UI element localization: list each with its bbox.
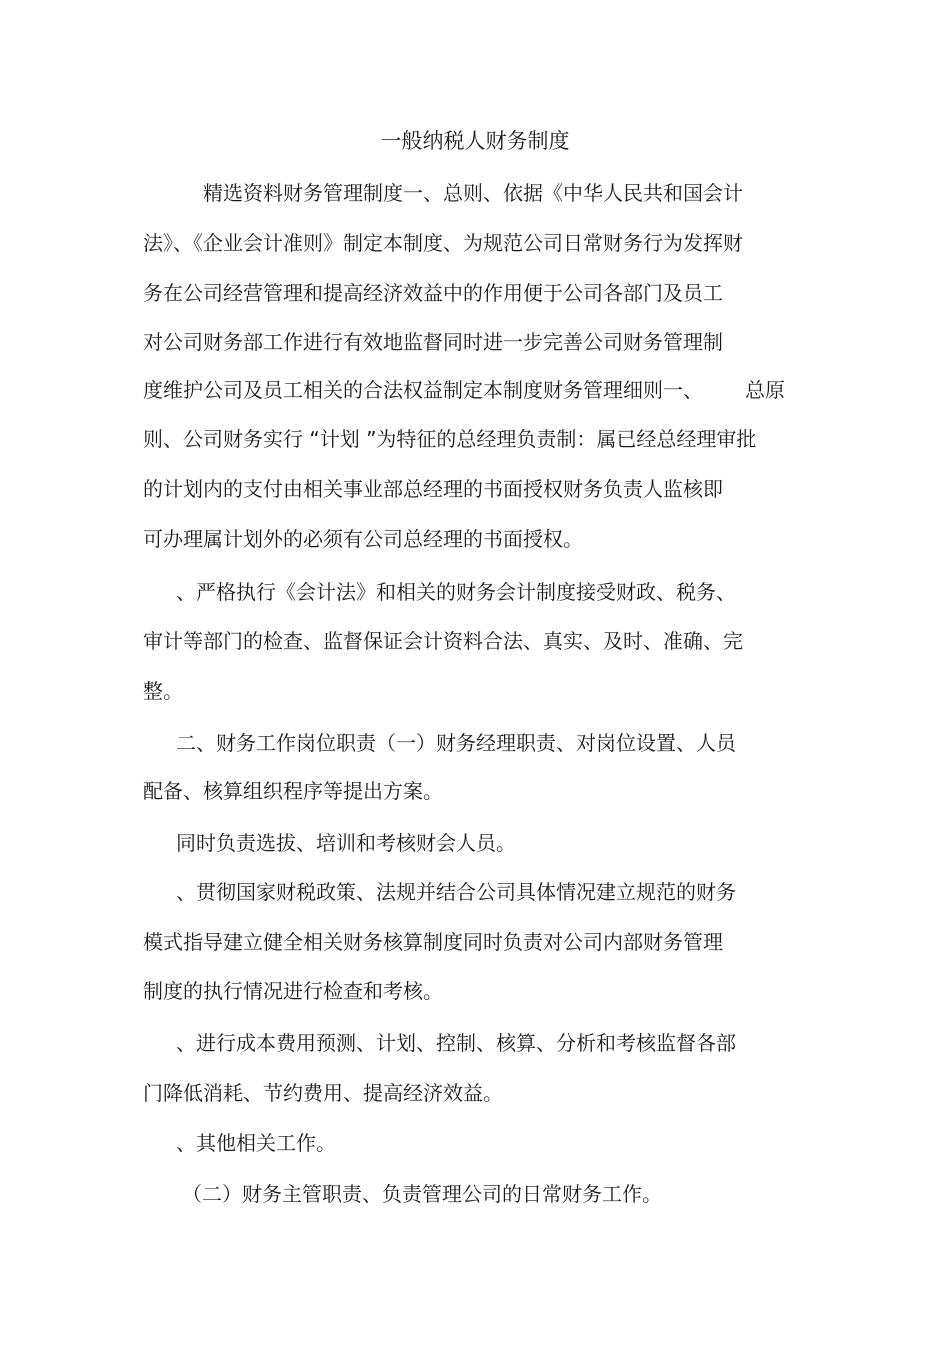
paragraph-line: 、进行成本费用预测、计划、控制、核算、分析和考核监督各部 xyxy=(176,1031,736,1055)
document-title: 一般纳税人财务制度 xyxy=(380,129,570,153)
paragraph-line: 务在公司经营管理和提高经济效益中的作用便于公司各部门及员工 xyxy=(143,281,723,305)
paragraph-line: 二、财务工作岗位职责（一）财务经理职责、对岗位设置、人员 xyxy=(176,731,736,755)
paragraph-line: 精选资料财务管理制度一、总则、依据《中华人民共和国会计 xyxy=(203,181,743,205)
paragraph-line: 、其他相关工作。 xyxy=(176,1131,336,1155)
paragraph-line: 、严格执行《会计法》和相关的财务会计制度接受财政、税务、 xyxy=(176,580,736,604)
paragraph-line: 门降低消耗、节约费用、提高经济效益。 xyxy=(143,1081,503,1105)
paragraph-line: 、贯彻国家财税政策、法规并结合公司具体情况建立规范的财务 xyxy=(176,880,736,904)
paragraph-line-text: 总原 xyxy=(745,378,785,402)
paragraph-line xyxy=(143,371,785,409)
paragraph-line: 对公司财务部工作进行有效地监督同时进一步完善公司财务管理制 xyxy=(143,330,723,354)
paragraph-line: 的计划内的支付由相关事业部总经理的书面授权财务负责人监核即 xyxy=(143,477,723,501)
paragraph-line: 审计等部门的检查、监督保证会计资料合法、真实、及时、准确、完 xyxy=(143,629,743,653)
paragraph-line: 制度的执行情况进行检查和考核。 xyxy=(143,979,443,1003)
paragraph-line-text: 度维护公司及员工相关的合法权益制定本制度财务管理细则一、 xyxy=(143,378,703,402)
paragraph-line: 法》、《企业会计准则》制定本制度、为规范公司日常财务行为发挥财 xyxy=(143,231,743,255)
paragraph-line: 同时负责选拔、培训和考核财会人员。 xyxy=(176,831,516,855)
paragraph-line: （二）财务主管职责、负责管理公司的日常财务工作。 xyxy=(182,1182,662,1206)
paragraph-line: 整。 xyxy=(143,679,183,703)
paragraph-line: 模式指导建立健全相关财务核算制度同时负责对公司内部财务管理 xyxy=(143,930,723,954)
paragraph-line: 可办理属计划外的必须有公司总经理的书面授权。 xyxy=(143,527,583,551)
paragraph-line: 则、公司财务实行 “计划 ”为特征的总经理负责制：属已经总经理审批 xyxy=(143,427,757,451)
paragraph-line: 配备、核算组织程序等提出方案。 xyxy=(143,779,443,803)
